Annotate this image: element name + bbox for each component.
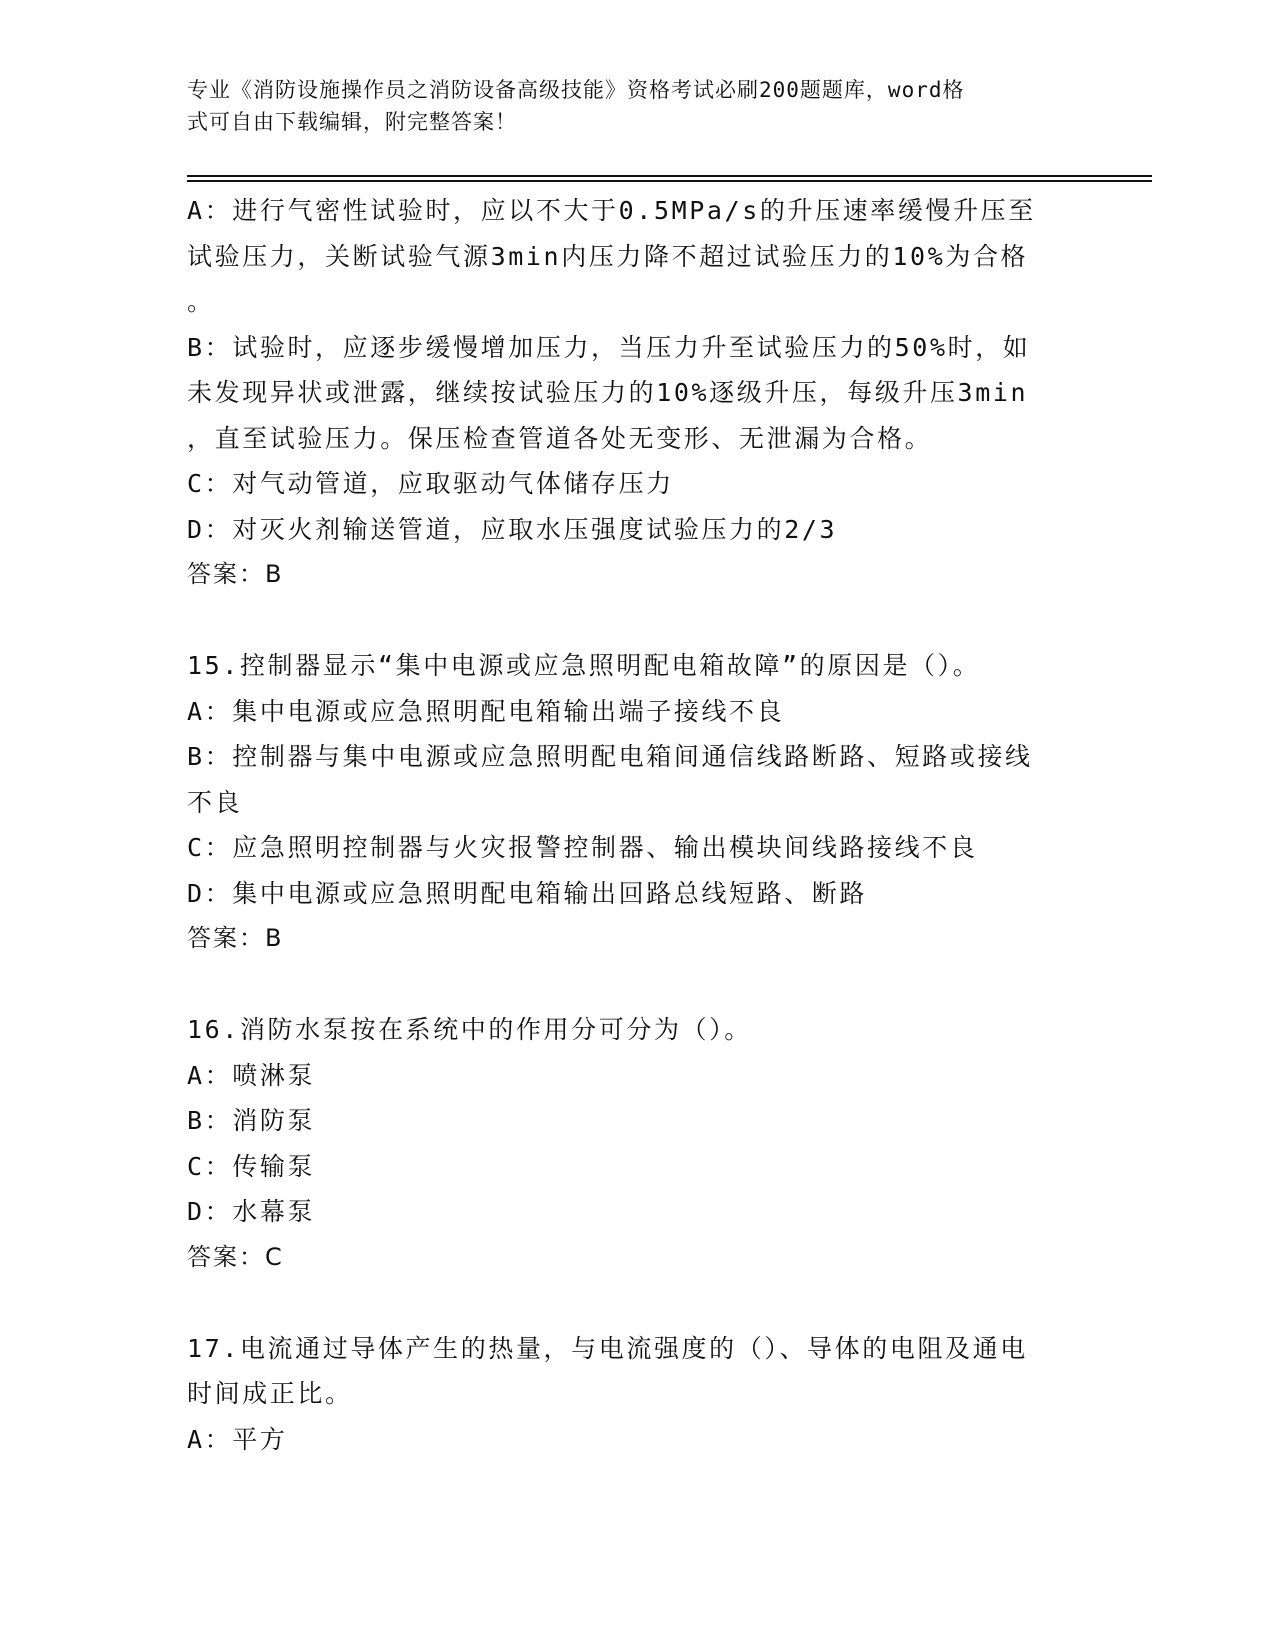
option-c: C：传输泵	[187, 1151, 316, 1181]
option-b: B：消防泵	[187, 1106, 316, 1135]
spacer	[187, 962, 1087, 1008]
question-16	[187, 1007, 1087, 1280]
spacer	[187, 598, 1087, 644]
option-a: A：集中电源或应急照明配电箱输出端子接线不良	[187, 696, 785, 726]
question-text: 15.控制器显示“集中电源或应急照明配电箱故障”的原因是（）。	[187, 651, 981, 680]
header-rule-top	[187, 175, 1152, 177]
option-c: C：对气动管道，应取驱动气体储存压力	[187, 469, 674, 498]
option-c: C：应急照明控制器与火灾报警控制器、输出模块间线路接线不良	[187, 833, 978, 862]
option-b-line-3: ，直至试验压力。保压检查管道各处无变形、无泄漏为合格。	[187, 423, 933, 453]
option-d: D：对灭火剂输送管道，应取水压强度试验压力的2/3	[187, 514, 838, 544]
option-a-line-3: 。	[187, 287, 215, 316]
option-a-line-2: 试验压力，关断试验气源3min内压力降不超过试验压力的10%为合格	[187, 241, 1029, 271]
option-a-line-1: A：进行气密性试验时，应以不大于0.5MPa/s的升压速率缓慢升压至	[187, 196, 1036, 225]
option-b-line-2: 未发现异状或泄露，继续按试验压力的10%逐级升压，每级升压3min	[187, 378, 1029, 407]
header-rule-bottom	[187, 180, 1152, 182]
answer: 答案：B	[187, 560, 284, 588]
answer: 答案：B	[187, 924, 284, 952]
option-b-line-1: B：控制器与集中电源或应急照明配电箱间通信线路断路、短路或接线	[187, 742, 1033, 771]
option-b-line-1: B：试验时，应逐步缓慢增加压力，当压力升至试验压力的50%时，如	[187, 332, 1031, 362]
header-line-1: 专业《消防设施操作员之消防设备高级技能》资格考试必刷200题题库，word格	[187, 78, 965, 102]
document-body	[187, 188, 1087, 1462]
question-14-options	[187, 188, 1087, 598]
question-text-line-2: 时间成正比。	[187, 1379, 353, 1408]
question-text: 16.消防水泵按在系统中的作用分可分为（）。	[187, 1015, 752, 1044]
question-17	[187, 1326, 1087, 1463]
spacer	[187, 1280, 1087, 1326]
option-d: D：水幕泵	[187, 1197, 316, 1226]
option-a: A：喷淋泵	[187, 1060, 316, 1090]
document-header	[187, 74, 1067, 138]
option-d: D：集中电源或应急照明配电箱输出回路总线短路、断路	[187, 878, 868, 908]
header-line-2: 式可自由下载编辑，附完整答案！	[187, 110, 517, 134]
question-15	[187, 643, 1087, 962]
answer: 答案：C	[187, 1242, 284, 1271]
question-text-line-1: 17.电流通过导体产生的热量，与电流强度的（）、导体的电阻及通电	[187, 1333, 1028, 1363]
option-a: A：平方	[187, 1424, 288, 1454]
option-b-line-2: 不良	[187, 787, 243, 817]
